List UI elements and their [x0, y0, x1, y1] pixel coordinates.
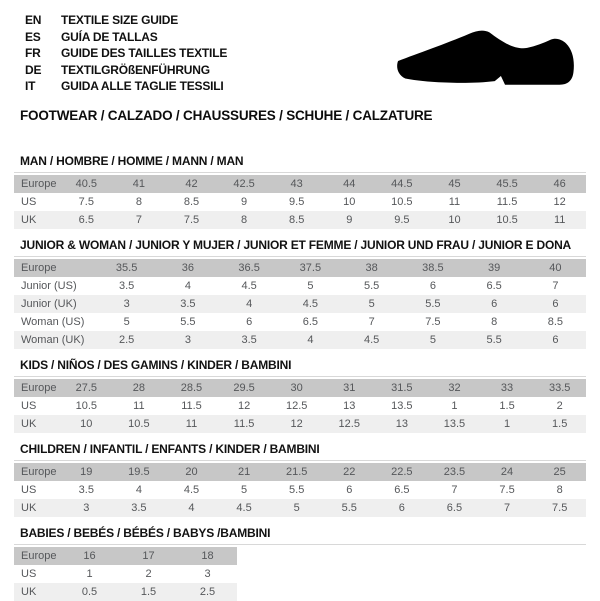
table-row [14, 547, 237, 565]
size-cell: 7 [135, 213, 142, 226]
table-row [14, 565, 237, 583]
size-cell: 16 [83, 549, 96, 562]
size-cell: 6 [552, 333, 559, 346]
language-title: GUÍA DE TALLAS [61, 29, 158, 44]
size-cell: 11 [553, 213, 566, 226]
row-label: Europe [21, 465, 57, 478]
size-table [14, 175, 586, 229]
kids-size-table [14, 376, 586, 433]
size-cell: 44 [343, 177, 356, 190]
size-cell: 1 [86, 567, 93, 580]
size-cell: 36 [181, 261, 194, 274]
size-cell: 6.5 [78, 213, 94, 226]
size-cell: 1 [451, 399, 458, 412]
babies-size-table [14, 544, 586, 601]
size-cell: 19.5 [128, 465, 150, 478]
size-cell: 4.5 [236, 501, 252, 514]
row-label: Woman (US) [21, 315, 85, 328]
size-tables [14, 154, 586, 601]
size-cell: 7 [451, 483, 458, 496]
size-cell: 4 [246, 297, 253, 310]
section-man [14, 154, 586, 229]
row-label: UK [21, 585, 37, 598]
size-cell: 11 [185, 417, 198, 430]
size-cell: 3.5 [241, 333, 257, 346]
size-cell: 8 [135, 195, 142, 208]
row-label: Europe [21, 381, 57, 394]
size-cell: 10 [80, 417, 93, 430]
size-cell: 11 [133, 399, 145, 412]
size-cell: 3 [123, 297, 130, 310]
size-cell: 8.5 [183, 195, 200, 208]
category-line: FOOTWEAR / CALZADO / CHAUSSURES / SCHUHE / CALZATURE [20, 107, 433, 123]
size-cell: 12 [290, 417, 303, 430]
size-cell: 43 [290, 177, 303, 190]
size-cell: 6 [398, 501, 405, 514]
table-row [14, 277, 586, 295]
row-label: US [21, 195, 37, 208]
size-cell: 27.5 [75, 381, 97, 394]
language-code: ES [25, 29, 41, 44]
size-cell: 9 [346, 213, 353, 226]
language-row [25, 12, 600, 29]
size-cell: 8 [556, 483, 563, 496]
size-cell: 0.5 [81, 585, 98, 598]
header [0, 0, 600, 123]
section-title: CHILDREN / INFANTIL / ENFANTS / KINDER / BAMBINI [20, 441, 320, 456]
size-cell: 9 [241, 195, 248, 208]
size-cell: 7 [503, 501, 511, 514]
size-table [14, 259, 586, 349]
size-cell: 12 [237, 399, 251, 412]
size-cell: 5 [123, 315, 130, 328]
size-cell: 20 [185, 465, 198, 478]
size-cell: 6 [246, 315, 253, 328]
size-cell: 11.5 [496, 195, 518, 208]
size-cell: 25 [553, 465, 566, 478]
size-cell: 6.5 [302, 315, 319, 328]
row-label: Europe [21, 177, 57, 190]
size-cell: 33.5 [548, 381, 571, 394]
size-cell: 10.5 [391, 195, 413, 208]
table-row [14, 415, 586, 433]
table-row [14, 379, 586, 397]
language-code: FR [25, 46, 41, 60]
size-cell: 21.5 [285, 465, 308, 478]
section-title: BABIES / BEBÉS / BÉBÉS / BABYS /BAMBINI [20, 525, 271, 540]
size-table [14, 547, 237, 601]
size-cell: 8.5 [547, 315, 564, 328]
size-cell: 12.5 [338, 417, 360, 430]
size-cell: 7.5 [425, 315, 441, 328]
size-cell: 32 [448, 381, 461, 394]
size-cell: 3.5 [131, 501, 147, 514]
language-code: EN [25, 13, 42, 27]
row-label: Europe [21, 261, 57, 274]
size-cell: 2 [556, 399, 563, 412]
size-cell: 1 [503, 417, 511, 430]
size-cell: 3.5 [180, 297, 196, 310]
table-row [14, 295, 586, 313]
size-cell: 3 [83, 501, 90, 514]
row-label: UK [21, 213, 37, 226]
size-cell: 6.5 [446, 501, 463, 514]
size-cell: 3 [184, 333, 191, 346]
size-cell: 1.5 [499, 399, 515, 412]
row-label: US [21, 567, 37, 580]
size-cell: 5.5 [486, 333, 502, 346]
size-cell: 22 [343, 465, 356, 478]
size-cell: 11 [448, 195, 461, 208]
size-cell: 4.5 [183, 483, 200, 496]
size-cell: 6 [429, 279, 436, 292]
size-cell: 10 [343, 195, 356, 208]
table-row [14, 259, 586, 277]
row-label: US [21, 483, 37, 496]
section-title: KIDS / NIÑOS / DES GAMINS / KINDER / BAMBINI [20, 357, 292, 372]
size-cell: 5.5 [425, 297, 441, 310]
table-row [14, 211, 586, 229]
size-cell: 41 [132, 177, 146, 190]
size-cell: 1.5 [552, 417, 568, 430]
size-cell: 2 [145, 567, 152, 580]
shoe-icon [396, 28, 576, 90]
size-cell: 39 [488, 261, 501, 274]
size-cell: 30 [290, 381, 303, 394]
table-row [14, 193, 586, 211]
size-cell: 6 [491, 297, 498, 310]
size-cell: 13 [395, 417, 408, 430]
size-cell: 42 [185, 177, 198, 190]
size-cell: 3.5 [118, 279, 135, 292]
size-cell: 5.5 [180, 315, 196, 328]
size-cell: 35.5 [115, 261, 138, 274]
size-cell: 3 [204, 567, 211, 580]
table-row [14, 481, 586, 499]
size-cell: 5 [429, 333, 436, 346]
section-title: JUNIOR & WOMAN / JUNIOR Y MUJER / JUNIOR ET FEMME / JUNIOR UND FRAU / JUNIOR E DONA [20, 237, 572, 252]
size-cell: 33 [500, 381, 514, 394]
size-cell: 38 [365, 261, 378, 274]
size-cell: 7.5 [552, 501, 568, 514]
size-cell: 4.5 [241, 279, 257, 292]
size-cell: 9.5 [394, 213, 410, 226]
junior-woman-size-table [14, 256, 586, 349]
size-cell: 40.5 [75, 177, 97, 190]
size-cell: 6.5 [486, 279, 502, 292]
size-cell: 31.5 [391, 381, 413, 394]
size-cell: 28.5 [180, 381, 203, 394]
row-label: US [21, 399, 37, 412]
section-children [14, 442, 586, 517]
size-cell: 10.5 [128, 417, 150, 430]
size-cell: 5.5 [289, 483, 305, 496]
size-cell: 6.5 [394, 483, 410, 496]
row-label: UK [21, 417, 37, 430]
section-babies [14, 526, 586, 601]
size-cell: 45 [448, 177, 461, 190]
size-cell: 38.5 [422, 261, 444, 274]
size-cell: 8 [241, 213, 248, 226]
size-cell: 2.5 [199, 585, 216, 598]
size-cell: 10 [448, 213, 461, 226]
size-cell: 24 [500, 465, 514, 478]
size-cell: 4 [184, 279, 191, 292]
size-cell: 10.5 [496, 213, 518, 226]
size-cell: 4 [188, 501, 195, 514]
size-cell: 8.5 [289, 213, 305, 226]
size-table [14, 463, 586, 517]
table-row [14, 331, 586, 349]
size-cell: 3.5 [78, 483, 94, 496]
size-cell: 5.5 [341, 501, 357, 514]
size-cell: 4.5 [302, 297, 319, 310]
table-row [14, 583, 237, 601]
size-cell: 17 [142, 549, 155, 562]
size-cell: 8 [491, 315, 498, 328]
children-size-table [14, 460, 586, 517]
section-junior-woman [14, 238, 586, 349]
size-cell: 5.5 [363, 279, 380, 292]
row-label: Junior (US) [21, 279, 77, 292]
size-cell: 42.5 [233, 177, 255, 190]
size-cell: 7.5 [499, 483, 515, 496]
table-row [14, 463, 586, 481]
size-cell: 44.5 [391, 177, 413, 190]
size-cell: 10.5 [75, 399, 97, 412]
row-label: Europe [21, 549, 57, 562]
size-cell: 36.5 [238, 261, 260, 274]
size-cell: 5 [368, 297, 375, 310]
row-label: UK [21, 501, 37, 514]
table-row [14, 313, 586, 331]
language-title: TEXTILGRÖßENFÜHRUNG [61, 62, 210, 77]
size-cell: 40 [549, 261, 562, 274]
size-cell: 6 [552, 297, 559, 310]
size-cell: 13.5 [443, 417, 466, 430]
size-cell: 37.5 [299, 261, 322, 274]
size-cell: 22.5 [391, 465, 413, 478]
row-label: Woman (UK) [21, 333, 85, 346]
table-row [14, 499, 586, 517]
language-code: DE [25, 62, 42, 77]
size-cell: 5 [307, 279, 314, 292]
language-title: GUIDE DES TAILLES TEXTILE [61, 46, 228, 60]
size-cell: 19 [80, 465, 93, 478]
table-row [14, 175, 586, 193]
man-size-table [14, 172, 586, 229]
size-cell: 1.5 [140, 585, 157, 598]
size-cell: 13 [343, 399, 356, 412]
size-cell: 29.5 [233, 381, 255, 394]
size-cell: 7 [552, 279, 559, 292]
table-row [14, 397, 586, 415]
size-cell: 7.5 [78, 195, 94, 208]
size-cell: 18 [201, 549, 214, 562]
size-cell: 4 [135, 483, 142, 496]
section-title: MAN / HOMBRE / HOMME / MANN / MAN [20, 153, 244, 168]
size-cell: 6 [346, 483, 353, 496]
size-cell: 13.5 [391, 399, 413, 412]
size-cell: 21 [237, 465, 251, 478]
language-title: TEXTILE SIZE GUIDE [61, 13, 179, 27]
size-cell: 5 [293, 501, 300, 514]
language-code: IT [25, 79, 36, 93]
size-cell: 4 [307, 333, 314, 346]
size-cell: 7.5 [183, 213, 200, 226]
size-cell: 11.5 [181, 399, 202, 412]
size-cell: 45.5 [496, 177, 518, 190]
section-kids [14, 358, 586, 433]
size-cell: 2.5 [118, 333, 135, 346]
size-cell: 5 [241, 483, 248, 496]
size-cell: 11.5 [233, 417, 255, 430]
size-cell: 4.5 [363, 333, 380, 346]
size-cell: 46 [553, 177, 566, 190]
size-cell: 7 [368, 315, 375, 328]
size-cell: 31 [343, 381, 356, 394]
size-cell: 23.5 [443, 465, 466, 478]
size-cell: 12 [553, 195, 566, 208]
language-title: GUIDA ALLE TAGLIE TESSILI [61, 79, 224, 93]
size-cell: 28 [132, 381, 146, 394]
size-table [14, 379, 586, 433]
row-label: Junior (UK) [21, 297, 77, 310]
size-cell: 9.5 [289, 195, 305, 208]
size-cell: 12.5 [285, 399, 308, 412]
